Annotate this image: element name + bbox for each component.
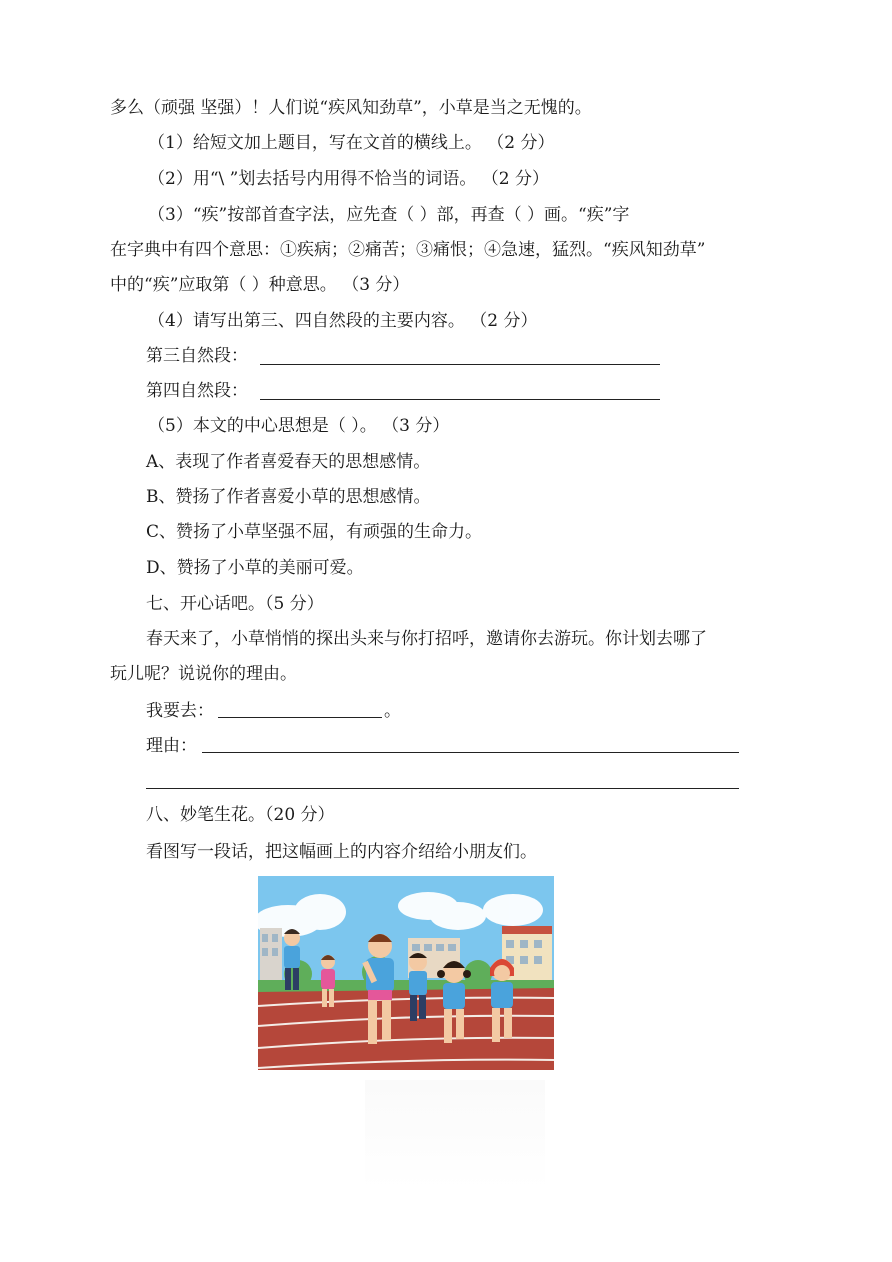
question-5: （5）本文的中心思想是（ ）。 （3 分） <box>148 416 450 436</box>
option-d: D、赞扬了小草的美丽可爱。 <box>146 558 364 578</box>
go-answer-line[interactable] <box>218 717 382 718</box>
go-label: 我要去： <box>146 701 214 721</box>
question-3-line-3: 中的“疾”应取第（ ）种意思。 （3 分） <box>110 275 410 295</box>
section-7-prompt-line-1: 春天来了，小草悄悄的探出头来与你打招呼，邀请你去游玩。你计划去哪了 <box>146 629 707 649</box>
option-b: B、赞扬了作者喜爱小草的思想感情。 <box>146 487 431 507</box>
reason-label: 理由： <box>146 736 197 756</box>
question-1: （1）给短文加上题目，写在文首的横线上。 （2 分） <box>148 133 555 153</box>
para4-answer-line[interactable] <box>260 399 660 400</box>
faint-scan-artifact <box>365 1080 545 1190</box>
passage-last-line: 多么（顽强 坚强）！人们说“疾风知劲草”，小草是当之无愧的。 <box>110 98 592 118</box>
para3-answer-line[interactable] <box>260 364 660 365</box>
question-2: （2）用“\ ”划去括号内用得不恰当的词语。 （2 分） <box>148 169 549 189</box>
section-7-prompt-line-2: 玩儿呢？说说你的理由。 <box>110 664 297 684</box>
question-3-line-2: 在字典中有四个意思：①疾病；②痛苦；③痛恨；④急速，猛烈。“疾风知劲草” <box>110 240 706 260</box>
section-8-heading: 八、妙笔生花。（20 分） <box>146 805 335 825</box>
question-4: （4）请写出第三、四自然段的主要内容。 （2 分） <box>148 311 538 331</box>
reason-answer-line-1[interactable] <box>202 752 739 753</box>
question-3-line-1: （3）“疾”按部首查字法，应先查（ ）部，再查（ ）画。“疾”字 <box>148 205 630 225</box>
section-7-heading: 七、开心话吧。（5 分） <box>146 594 324 614</box>
children-running-illustration <box>258 876 554 1070</box>
go-end-punct: 。 <box>384 701 401 721</box>
para3-label: 第三自然段： <box>146 346 248 366</box>
section-8-prompt: 看图写一段话，把这幅画上的内容介绍给小朋友们。 <box>146 842 537 862</box>
option-c: C、赞扬了小草坚强不屈，有顽强的生命力。 <box>146 522 483 542</box>
reason-answer-line-2[interactable] <box>146 788 739 789</box>
para4-label: 第四自然段： <box>146 381 248 401</box>
option-a: A、表现了作者喜爱春天的思想感情。 <box>146 452 431 472</box>
